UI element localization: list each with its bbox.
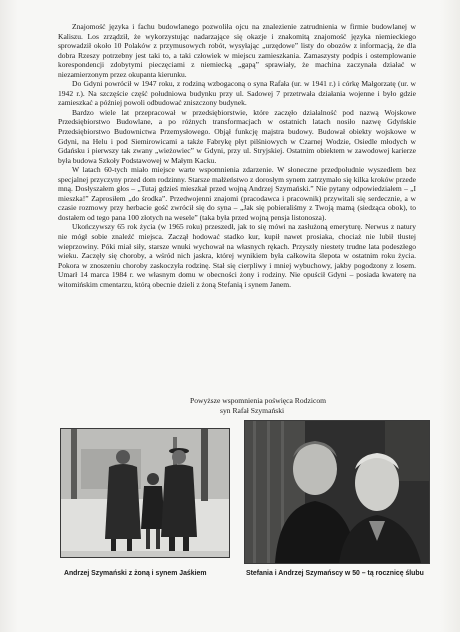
paragraph: Do Gdyni powrócił w 1947 roku, z rodziną wzbogaconą o syna Rafała (ur. w 1941 r.) i córkę Małgorzatę (ur. w 1942 r.). Na szczęście część południowa budynku przy ul. Sadowej 7 przetrwała działania wojenne i było gdzie zamieszkać a później powoli odbudować zniszczony budynek. [58,79,416,108]
memoir-body [58,22,416,289]
paragraph: Ukończywszy 65 rok życia (w 1965 roku) przeszedł, jak to się mówi na zasłużoną emeryturę. Nerwus z natury nie mógł sobie znaleźć miejsca. Zaczął hodować stadko kur, kupił nawet prosiaka, chociaż nie lubił tłustej wieprzowiny. Póki miał siły, starsze wnuki wychował na własnych rękach. Przyszły niestety trudne lata podeszłego wieku. Zaczęły się choroby, a wśród nich jaskra, której wynikiem była całkowita ślepota w ostatnim roku życia. Pokora w znoszeniu choroby zaskoczyła rodzinę. Stał się cierpliwy i mniej wybuchowy, jakby pogodzony z losem. Umarł 14 marca 1984 r. we własnym domu w obecności żony i rodziny. Nie opuścił Gdyni – posiada kwaterę na witomińskim cmentarzu, którą obecnie dzieli z żoną Stefanią i synem Janem. [58,222,416,289]
photo-caption: Andrzej Szymański z żoną i synem Jaśkiem [64,570,207,577]
photo-caption: Stefania i Andrzej Szymańscy w 50 – tą rocznicę ślubu [246,570,424,577]
family-photo [60,428,230,558]
dedication-line: Powyższe wspomnienia poświęca Rodzicom [190,396,327,405]
paragraph: W latach 60-tych miało miejsce warte wspomnienia zdarzenie. W słoneczne przedpołudnie wyszedłem bez specjalnej przyczyny przed dom rodzinny. Starsze małżeństwo z dorosłym synem zatrzymało się kilka kroków przede mną. Dosłyszałem głos – „Tutaj gdzieś mieszkał przed wojną Andrzej Szymański.” Nie pytany odpowiedziałem – „I mieszka!” Zaprosiłem „do środka”. Przedwojenni znajomi (pracodawca i pracownik) przywitali się serdecznie, a w czasie rozmowy przy herbacie gość zwrócił się do syna – „Jak się pobieraliśmy z Twoją mamą (siedząca obok), to dostałem od tego pana 100 złotych na wesele” (taka była przed wojną pensja listonosza). [58,165,416,222]
anniversary-photo [244,420,430,564]
paragraph: Bardzo wiele lat przepracował w przedsiębiorstwie, które zaczęło działalność pod nazwą Wojskowe Przedsiębiorstwo Budowlane, a po różnych transformacjach w ostatnich latach nosiło nazwę Gdyńskie Przedsiębiorstwo Budownictwa Przemysłowego. Objął funkcję majstra budowy. Budował obiekty wojskowe w Gdyni, na Helu i pod Siemirowicami a także Fabrykę płyt pilśniowych w Czarnej Wodzie, Osiedle młodych w Gdańsku i pierwszy tak zwany „wieżowiec” w Gdyni, przy ul. Stryjskiej. Ostatnim obiektem w zawodowej karierze była budowa Szkoły Podstawowej w Małym Kacku. [58,107,416,165]
paragraph: Znajomość języka i fachu budowlanego pozwoliła ojcu na znalezienie zatrudnienia w firmie budowlanej w Kaliszu. Los zrządził, że wykorzystując nadarzające się okazje i znakomitą znajomość języka niemieckiego sprowadził około 10 Polaków z przymusowych robót, wysyłając „urzędowe” listy do obozów z informacją, że dla dobra Rzeszy potrzebny jest taki to, a taki człowiek w miejscu zamieszkania. Zamaszysty podpis i ostemplowanie korespondencji zdobytymi pieczęciami z niemiecką „gapą” sprawiały, że machina zaczynała działać w niezamierzonym przez okupanta kierunku. [58,22,416,79]
dedication [190,396,390,416]
dedication-signature: syn Rafał Szymański [220,406,285,415]
